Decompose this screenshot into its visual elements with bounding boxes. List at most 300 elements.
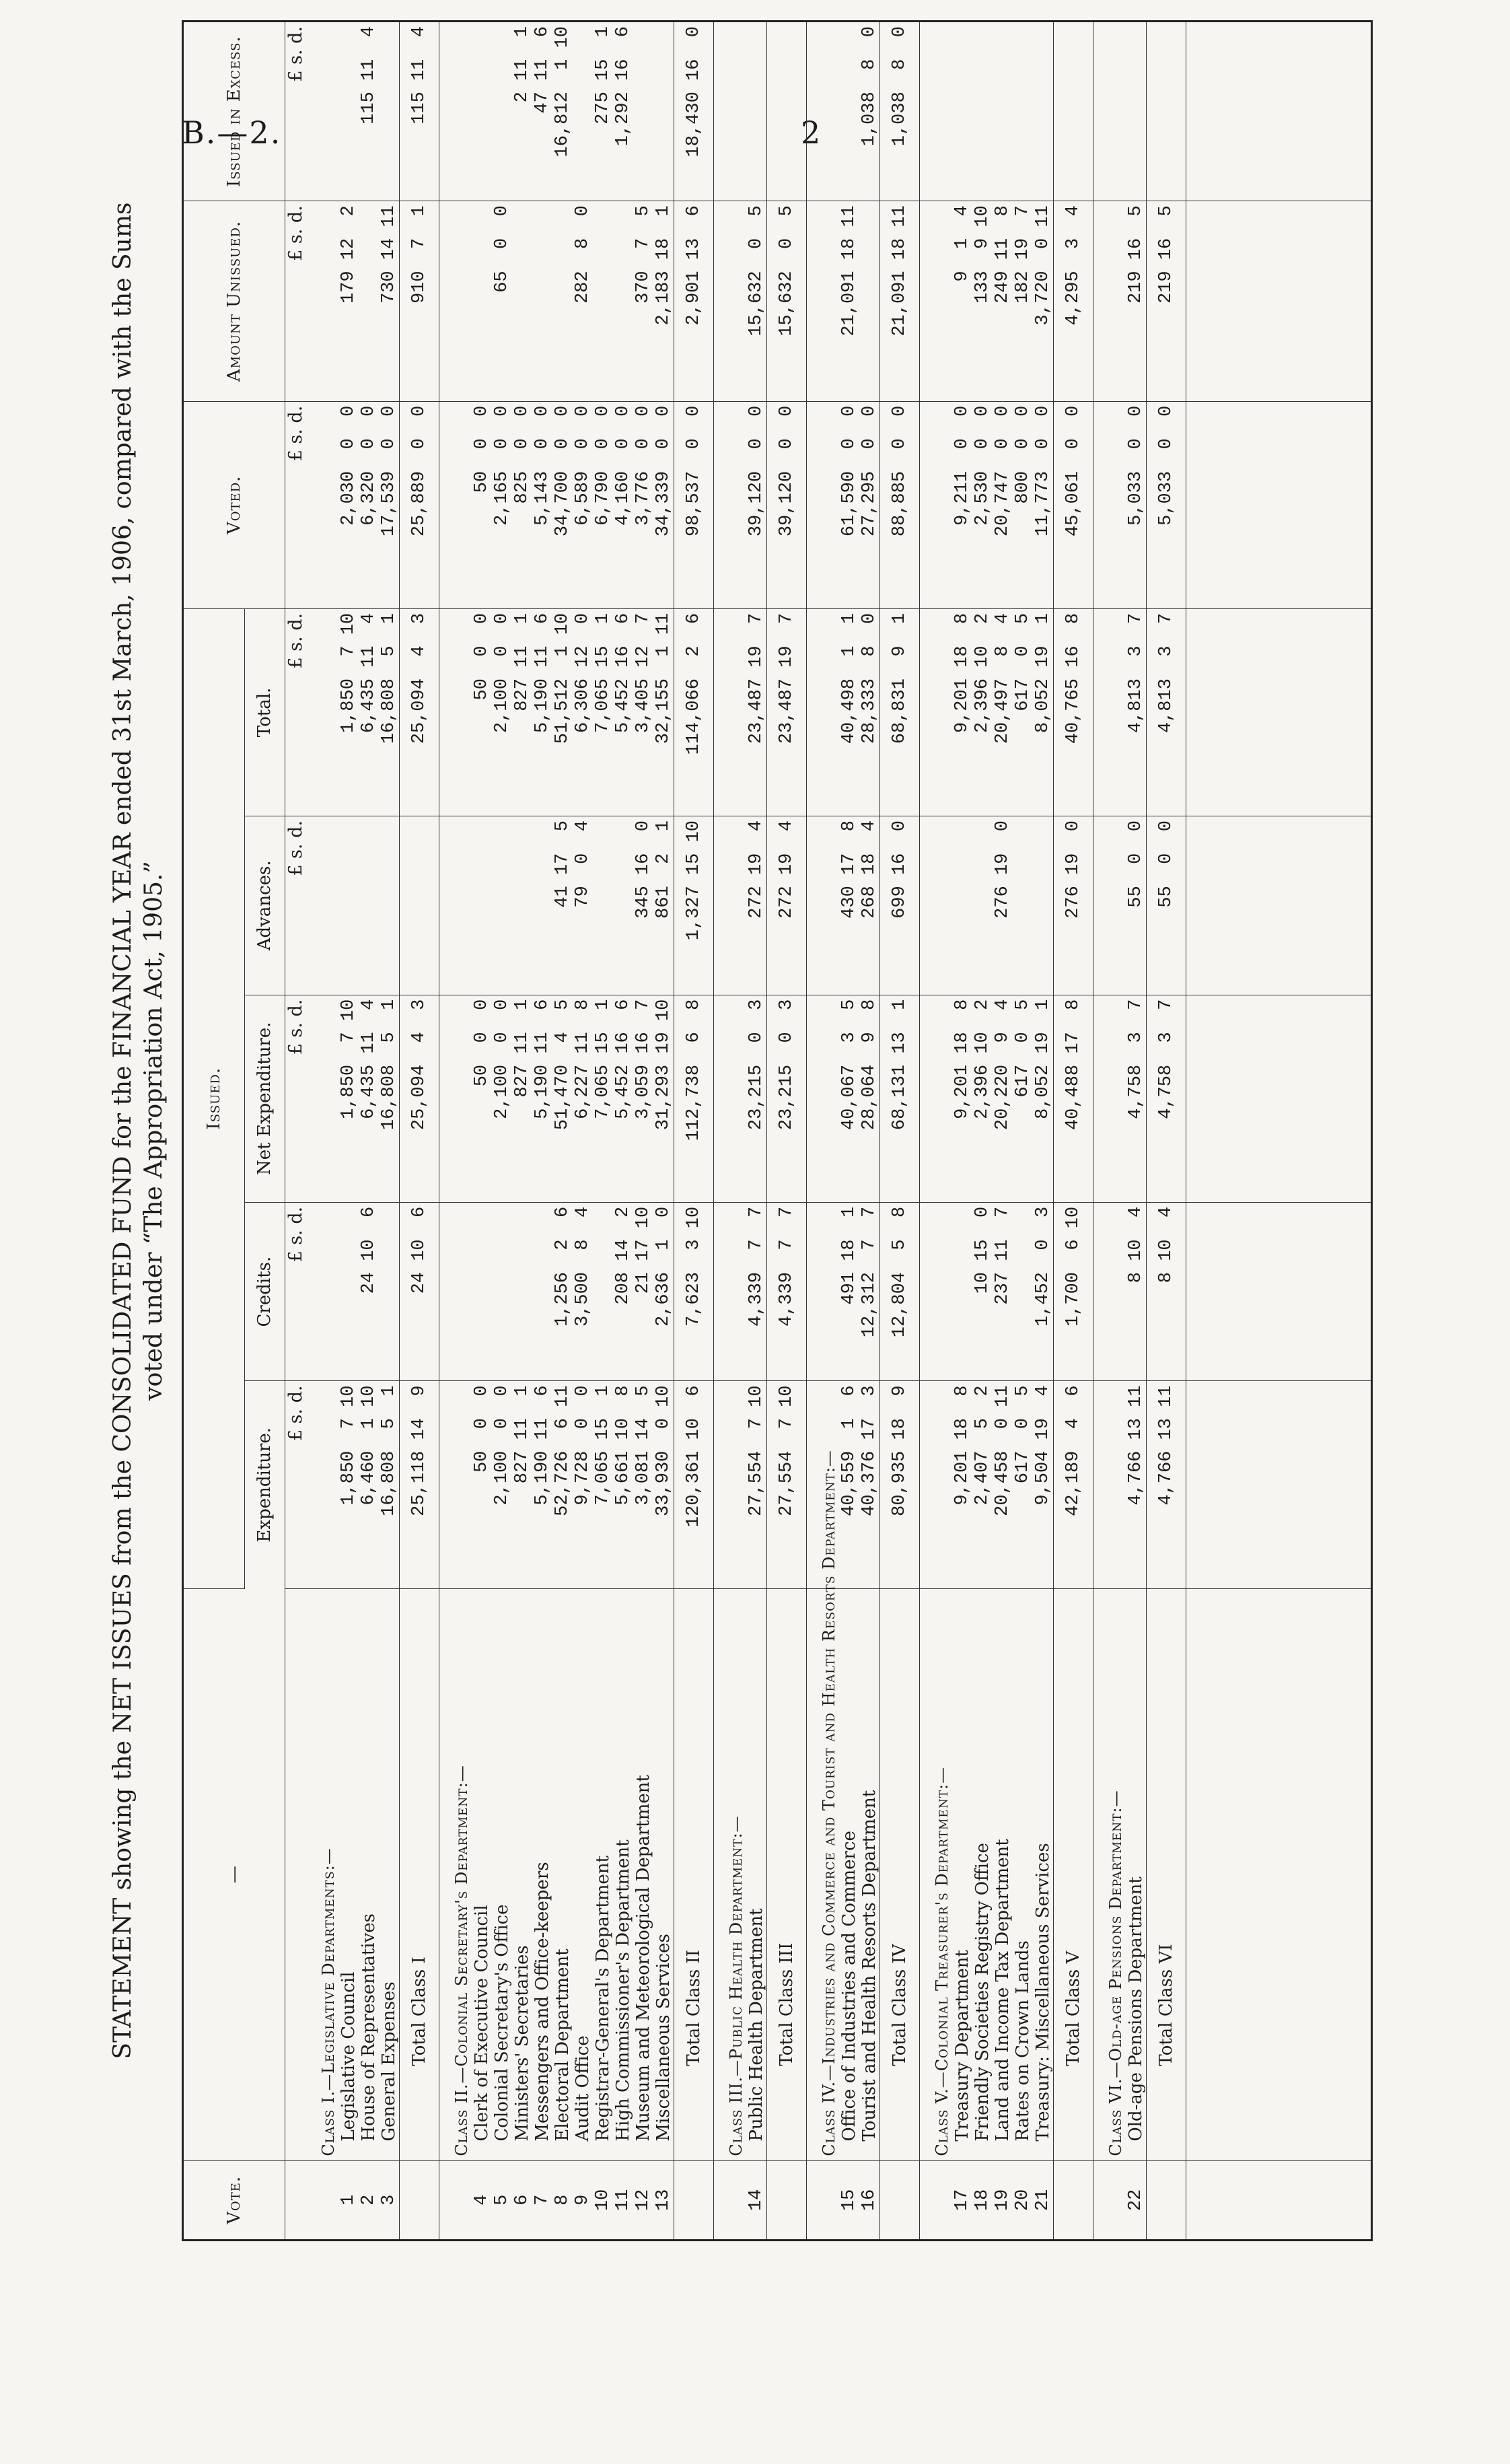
amount-cred (338, 1202, 359, 1381)
amount-cred (472, 1202, 492, 1381)
amount-net: 4,758 3 7 (1146, 995, 1186, 1202)
amount-uniss: 4,295 3 4 (1053, 201, 1093, 402)
vote-number: 4 (471, 2194, 492, 2206)
amount-uniss: 3,720 0 11 (1033, 201, 1054, 402)
amount-adv: 276 19 0 (1053, 816, 1093, 995)
amount-uniss (613, 201, 633, 402)
vote-row (552, 22, 573, 2239)
vote-number: 10 (592, 2189, 613, 2212)
col-net-expenditure: Net Expenditure. (244, 995, 285, 1202)
filler-row (1186, 22, 1371, 2239)
total-row (1146, 22, 1186, 2239)
amount-cred: 8 10 4 (1146, 1202, 1186, 1381)
amount-tot: 8,052 19 1 (1033, 608, 1054, 816)
department-name: Ministers' Secretaries (512, 1588, 532, 2160)
amount-excess: 16,812 1 10 (552, 22, 573, 201)
units-row (285, 22, 306, 2239)
amount-adv (972, 816, 993, 995)
amount-adv (492, 816, 512, 995)
amount-cred: 237 11 7 (993, 1202, 1013, 1381)
amount-adv (532, 816, 552, 995)
statement-title (108, 20, 170, 2241)
amount-adv (512, 816, 532, 995)
amount-tot: 51,512 1 10 (552, 608, 573, 816)
amount-exp: 4,766 13 11 (1126, 1381, 1147, 1588)
vote-number: 6 (511, 2194, 532, 2206)
vote-number: 21 (1032, 2189, 1053, 2212)
amount-cred: 208 14 2 (613, 1202, 633, 1381)
amount-adv: 268 18 4 (859, 816, 880, 995)
amount-excess (952, 22, 972, 201)
department-name: General Expenses (379, 1588, 400, 2160)
vote-number (1146, 2160, 1186, 2239)
amount-excess: 115 11 4 (399, 22, 439, 201)
amount-net: 112,738 6 8 (674, 995, 713, 1202)
amount-voted: 34,700 0 0 (552, 401, 573, 608)
amount-cred (512, 1202, 532, 1381)
amount-net: 16,808 5 1 (379, 995, 400, 1202)
unit-label: £ s. d. (285, 22, 306, 201)
amount-adv: 41 17 5 (552, 816, 573, 995)
department-name: Office of Industries and Commerce (839, 1588, 859, 2160)
amount-cred (593, 1202, 613, 1381)
vote-number: 7 (532, 2194, 552, 2206)
amount-excess (573, 22, 593, 201)
col-excess: Issued in Excess. (184, 22, 285, 201)
amount-exp: 2,100 0 0 (492, 1381, 512, 1588)
amount-cred: 1,452 0 3 (1033, 1202, 1054, 1381)
amount-exp: 33,930 0 10 (653, 1381, 674, 1588)
amount-adv (379, 816, 400, 995)
class-heading: Class III.—Public Health Department:— (713, 1588, 746, 2160)
amount-tot: 6,435 11 4 (359, 608, 379, 816)
amount-tot: 23,487 19 7 (766, 608, 806, 816)
amount-excess (1126, 22, 1147, 201)
vote-row (746, 22, 767, 2239)
amount-tot: 827 11 1 (512, 608, 532, 816)
amount-voted: 98,537 0 0 (674, 401, 713, 608)
amount-cred: 12,804 5 8 (879, 1202, 919, 1381)
class-heading-row (439, 22, 472, 2239)
amount-exp: 40,376 17 3 (859, 1381, 880, 1588)
amount-voted: 5,033 0 0 (1146, 401, 1186, 608)
department-name: Legislative Council (338, 1588, 359, 2160)
amount-adv: 345 16 0 (633, 816, 653, 995)
col-description: — (184, 1588, 285, 2160)
amount-voted: 88,885 0 0 (879, 401, 919, 608)
vote-number: 11 (612, 2189, 633, 2212)
amount-cred: 12,312 7 7 (859, 1202, 880, 1381)
amount-exp: 9,201 18 8 (952, 1381, 972, 1588)
vote-row (532, 22, 552, 2239)
class-heading: Class I.—Legislative Departments:— (306, 1588, 338, 2160)
department-name: Old-age Pensions Department (1126, 1588, 1147, 2160)
amount-tot: 68,831 9 1 (879, 608, 919, 816)
amount-net: 5,190 11 6 (532, 995, 552, 1202)
amount-net: 827 11 1 (512, 995, 532, 1202)
amount-adv (952, 816, 972, 995)
vote-number: 12 (633, 2189, 653, 2212)
department-name: Colonial Secretary's Office (492, 1588, 512, 2160)
amount-cred (532, 1202, 552, 1381)
vote-row (573, 22, 593, 2239)
amount-adv: 79 0 4 (573, 816, 593, 995)
amount-net: 1,850 7 10 (338, 995, 359, 1202)
amount-voted: 45,061 0 0 (1053, 401, 1093, 608)
amount-excess: 275 15 1 (593, 22, 613, 201)
vote-row (1126, 22, 1147, 2239)
amount-excess (653, 22, 674, 201)
vote-cell (306, 2160, 338, 2239)
amount-uniss (472, 201, 492, 402)
amount-exp: 80,935 18 9 (879, 1381, 919, 1588)
amount-excess: 47 11 6 (532, 22, 552, 201)
amount-uniss: 910 7 1 (399, 201, 439, 402)
department-name: Electoral Department (552, 1588, 573, 2160)
amount-net: 2,396 10 2 (972, 995, 993, 1202)
amount-cred (1013, 1202, 1033, 1381)
amount-uniss: 2,183 18 1 (653, 201, 674, 402)
amount-voted: 5,143 0 0 (532, 401, 552, 608)
amount-cred (379, 1202, 400, 1381)
department-name: Treasury Department (952, 1588, 972, 2160)
amount-uniss (532, 201, 552, 402)
vote-number: 15 (838, 2189, 859, 2212)
department-name: Audit Office (573, 1588, 593, 2160)
amount-exp: 3,081 14 5 (633, 1381, 653, 1588)
vote-number: 16 (859, 2189, 879, 2212)
amount-net: 23,215 0 3 (746, 995, 767, 1202)
amount-cred: 1,700 6 10 (1053, 1202, 1093, 1381)
amount-tot: 7,065 15 1 (593, 608, 613, 816)
amount-adv: 272 19 4 (766, 816, 806, 995)
amount-tot: 40,765 16 8 (1053, 608, 1093, 816)
vote-number: 1 (338, 2194, 359, 2206)
amount-tot: 40,498 1 1 (839, 608, 859, 816)
amount-voted: 27,295 0 0 (859, 401, 880, 608)
total-label: Total Class III (766, 1588, 806, 2160)
vote-number (766, 2160, 806, 2239)
unit-label: £ s. d. (285, 608, 306, 816)
statement-table-frame (182, 20, 1373, 2241)
department-name: Land and Income Tax Department (993, 1588, 1013, 2160)
vote-number: 3 (378, 2194, 399, 2206)
amount-net: 25,094 4 3 (399, 995, 439, 1202)
amount-excess (1013, 22, 1033, 201)
vote-row (472, 22, 492, 2239)
vote-row (633, 22, 653, 2239)
amount-exp: 5,190 11 6 (532, 1381, 552, 1588)
amount-excess: 1,038 8 0 (859, 22, 880, 201)
vote-number: 18 (972, 2189, 993, 2212)
amount-tot: 25,094 4 3 (399, 608, 439, 816)
amount-tot: 5,452 16 6 (613, 608, 633, 816)
amount-uniss: 249 11 8 (993, 201, 1013, 402)
col-advances: Advances. (244, 816, 285, 995)
amount-exp: 827 11 1 (512, 1381, 532, 1588)
amount-adv (359, 816, 379, 995)
col-expenditure: Expenditure. (244, 1381, 285, 1588)
amount-exp: 16,808 5 1 (379, 1381, 400, 1588)
col-voted: Voted. (184, 401, 285, 608)
amount-adv (399, 816, 439, 995)
total-row (766, 22, 806, 2239)
vote-row (952, 22, 972, 2239)
amount-voted: 39,120 0 0 (746, 401, 767, 608)
department-name: High Commissioner's Department (613, 1588, 633, 2160)
amount-exp: 5,661 10 8 (613, 1381, 633, 1588)
amount-net: 5,452 16 6 (613, 995, 633, 1202)
vote-row (839, 22, 859, 2239)
title-line-1: STATEMENT showing the NET ISSUES from the CONSOLIDATED FUND for the FINANCIAL YEAR ended 31st March, 1906, compared with the Sums (109, 202, 137, 2060)
amount-uniss (512, 201, 532, 402)
amount-adv (338, 816, 359, 995)
amount-net: 68,131 13 1 (879, 995, 919, 1202)
unit-label: £ s. d. (285, 201, 306, 402)
amount-voted: 11,773 0 0 (1033, 401, 1054, 608)
amount-voted: 2,530 0 0 (972, 401, 993, 608)
class-heading-row (306, 22, 338, 2239)
amount-net: 51,470 4 5 (552, 995, 573, 1202)
amount-exp: 50 0 0 (472, 1381, 492, 1588)
amount-uniss (552, 201, 573, 402)
amount-uniss: 21,091 18 11 (839, 201, 859, 402)
amount-voted: 25,889 0 0 (399, 401, 439, 608)
vote-cell (713, 2160, 746, 2239)
amount-excess (492, 22, 512, 201)
amount-net: 40,488 17 8 (1053, 995, 1093, 1202)
amount-excess (1033, 22, 1054, 201)
vote-number: 19 (992, 2189, 1013, 2212)
amount-adv: 861 2 1 (653, 816, 674, 995)
class-heading-row (806, 22, 839, 2239)
amount-voted: 3,776 0 0 (633, 401, 653, 608)
amount-tot: 1,850 7 10 (338, 608, 359, 816)
class-heading: Class II.—Colonial Secretary's Department:— (439, 1588, 472, 2160)
amount-excess (766, 22, 806, 201)
amount-tot: 617 0 5 (1013, 608, 1033, 816)
department-name: Miscellaneous Services (653, 1588, 674, 2160)
class-heading: Class IV.—Industries and Commerce and Tourist and Health Resorts Department:— (806, 1588, 839, 2160)
amount-voted: 825 0 0 (512, 401, 532, 608)
amount-tot: 32,155 1 11 (653, 608, 674, 816)
amount-exp: 42,189 4 6 (1053, 1381, 1093, 1588)
vote-number (674, 2160, 713, 2239)
amount-excess: 1,292 16 6 (613, 22, 633, 201)
amount-uniss: 15,632 0 5 (746, 201, 767, 402)
page-number: 2 (801, 114, 821, 151)
amount-uniss: 182 19 7 (1013, 201, 1033, 402)
amount-voted: 34,339 0 0 (653, 401, 674, 608)
amount-uniss: 370 7 5 (633, 201, 653, 402)
amount-net: 2,100 0 0 (492, 995, 512, 1202)
amount-tot: 28,333 8 0 (859, 608, 880, 816)
amount-net: 40,067 3 5 (839, 995, 859, 1202)
amount-excess (338, 22, 359, 201)
amount-net: 50 0 0 (472, 995, 492, 1202)
amount-exp: 52,726 6 11 (552, 1381, 573, 1588)
vote-cell (806, 2160, 839, 2239)
amount-uniss: 133 9 10 (972, 201, 993, 402)
vote-number: 20 (1012, 2189, 1033, 2212)
amount-excess (972, 22, 993, 201)
total-label: Total Class IV (879, 1588, 919, 2160)
amount-voted: 50 0 0 (472, 401, 492, 608)
unit-label: £ s. d. (285, 816, 306, 995)
amount-exp: 40,559 1 6 (839, 1381, 859, 1588)
amount-cred: 24 10 6 (399, 1202, 439, 1381)
amount-cred: 491 18 1 (839, 1202, 859, 1381)
amount-adv: 699 16 0 (879, 816, 919, 995)
amount-uniss: 15,632 0 5 (766, 201, 806, 402)
amount-net: 6,435 11 4 (359, 995, 379, 1202)
amount-adv (1033, 816, 1054, 995)
vote-row (613, 22, 633, 2239)
vote-row (993, 22, 1013, 2239)
amount-uniss: 9 1 4 (952, 201, 972, 402)
total-row (399, 22, 439, 2239)
amount-excess (993, 22, 1013, 201)
department-name: Clerk of Executive Council (472, 1588, 492, 2160)
amount-exp: 27,554 7 10 (746, 1381, 767, 1588)
class-heading-row (919, 22, 952, 2239)
vote-number: 8 (552, 2194, 573, 2206)
class-heading-row (1093, 22, 1126, 2239)
department-name: Tourist and Health Resorts Department (859, 1588, 880, 2160)
amount-cred (492, 1202, 512, 1381)
amount-cred: 4,339 7 7 (746, 1202, 767, 1381)
amount-uniss (359, 201, 379, 402)
amount-voted: 39,120 0 0 (766, 401, 806, 608)
amount-tot: 4,813 3 7 (1146, 608, 1186, 816)
vote-number: 13 (653, 2189, 674, 2212)
amount-excess: 115 11 4 (359, 22, 379, 201)
amount-voted: 5,033 0 0 (1126, 401, 1147, 608)
amount-voted: 6,589 0 0 (573, 401, 593, 608)
amount-exp: 2,407 5 2 (972, 1381, 993, 1588)
amount-voted: 61,590 0 0 (839, 401, 859, 608)
vote-number: 5 (491, 2194, 512, 2206)
amount-cred: 21 17 10 (633, 1202, 653, 1381)
amount-uniss: 179 12 2 (338, 201, 359, 402)
amount-tot: 50 0 0 (472, 608, 492, 816)
amount-uniss: 219 16 5 (1146, 201, 1186, 402)
amount-adv: 272 19 4 (746, 816, 767, 995)
amount-excess (746, 22, 767, 201)
vote-row (359, 22, 379, 2239)
amount-excess: 1,038 8 0 (879, 22, 919, 201)
total-label: Total Class V (1053, 1588, 1093, 2160)
col-unissued: Amount Unissued. (184, 201, 285, 402)
amount-exp: 9,504 19 4 (1033, 1381, 1054, 1588)
amount-exp: 20,458 0 11 (993, 1381, 1013, 1588)
total-label: Total Class I (399, 1588, 439, 2160)
amount-cred: 8 10 4 (1126, 1202, 1147, 1381)
amount-net: 9,201 18 8 (952, 995, 972, 1202)
total-row (1053, 22, 1093, 2239)
vote-number: 17 (951, 2189, 972, 2212)
amount-exp: 1,850 7 10 (338, 1381, 359, 1588)
amount-voted: 4,160 0 0 (613, 401, 633, 608)
amount-voted: 6,790 0 0 (593, 401, 613, 608)
amount-cred (952, 1202, 972, 1381)
amount-excess: 2 11 1 (512, 22, 532, 201)
vote-cell (1093, 2160, 1126, 2239)
total-label: Total Class VI (1146, 1588, 1186, 2160)
unit-label: £ s. d. (285, 1381, 306, 1588)
vote-number (1053, 2160, 1093, 2239)
amount-uniss (859, 201, 880, 402)
vote-row (593, 22, 613, 2239)
amount-excess (839, 22, 859, 201)
amount-excess (633, 22, 653, 201)
amount-net: 4,758 3 7 (1126, 995, 1147, 1202)
amount-exp: 6,460 1 10 (359, 1381, 379, 1588)
vote-row (653, 22, 674, 2239)
amount-exp: 7,065 15 1 (593, 1381, 613, 1588)
col-issued: Issued. (184, 608, 244, 1588)
amount-uniss: 282 8 0 (573, 201, 593, 402)
unit-label: £ s. d. (285, 995, 306, 1202)
vote-row (859, 22, 880, 2239)
amount-excess (1053, 22, 1093, 201)
unit-label: £ s. d. (285, 1202, 306, 1381)
vote-row (972, 22, 993, 2239)
amount-excess (472, 22, 492, 201)
amount-net: 7,065 15 1 (593, 995, 613, 1202)
amount-voted: 9,211 0 0 (952, 401, 972, 608)
amount-adv (593, 816, 613, 995)
amount-excess (1146, 22, 1186, 201)
department-name: Public Health Department (746, 1588, 767, 2160)
amount-tot: 9,201 18 8 (952, 608, 972, 816)
amount-voted: 800 0 0 (1013, 401, 1033, 608)
amount-uniss: 21,091 18 11 (879, 201, 919, 402)
title-line-2: voted under “The Appropriation Act, 1905.” (140, 861, 168, 1401)
amount-cred: 2,636 1 0 (653, 1202, 674, 1381)
amount-excess (379, 22, 400, 201)
document-reference: B.—2. (182, 114, 282, 151)
col-total: Total. (244, 608, 285, 816)
amount-adv (613, 816, 633, 995)
amount-voted: 17,539 0 0 (379, 401, 400, 608)
department-name: Registrar-General's Department (593, 1588, 613, 2160)
amount-cred: 10 15 0 (972, 1202, 993, 1381)
class-heading-row (713, 22, 746, 2239)
amount-exp: 27,554 7 10 (766, 1381, 806, 1588)
vote-row (492, 22, 512, 2239)
amount-net: 8,052 19 1 (1033, 995, 1054, 1202)
vote-number: 9 (572, 2194, 593, 2206)
amount-cred: 4,339 7 7 (766, 1202, 806, 1381)
vote-number (879, 2160, 919, 2239)
department-name: Rates on Crown Lands (1013, 1588, 1033, 2160)
amount-tot: 2,396 10 2 (972, 608, 993, 816)
col-credits: Credits. (244, 1202, 285, 1381)
amount-adv (1013, 816, 1033, 995)
amount-net: 28,064 9 8 (859, 995, 880, 1202)
vote-row (379, 22, 400, 2239)
amount-net: 20,220 9 4 (993, 995, 1013, 1202)
amount-tot: 20,497 8 4 (993, 608, 1013, 816)
department-name: Treasury: Miscellaneous Services (1033, 1588, 1054, 2160)
amount-tot: 23,487 19 7 (746, 608, 767, 816)
amount-cred: 24 10 6 (359, 1202, 379, 1381)
department-name: Friendly Societies Registry Office (972, 1588, 993, 2160)
amount-voted: 6,320 0 0 (359, 401, 379, 608)
unit-label: £ s. d. (285, 401, 306, 608)
amount-adv: 1,327 15 10 (674, 816, 713, 995)
